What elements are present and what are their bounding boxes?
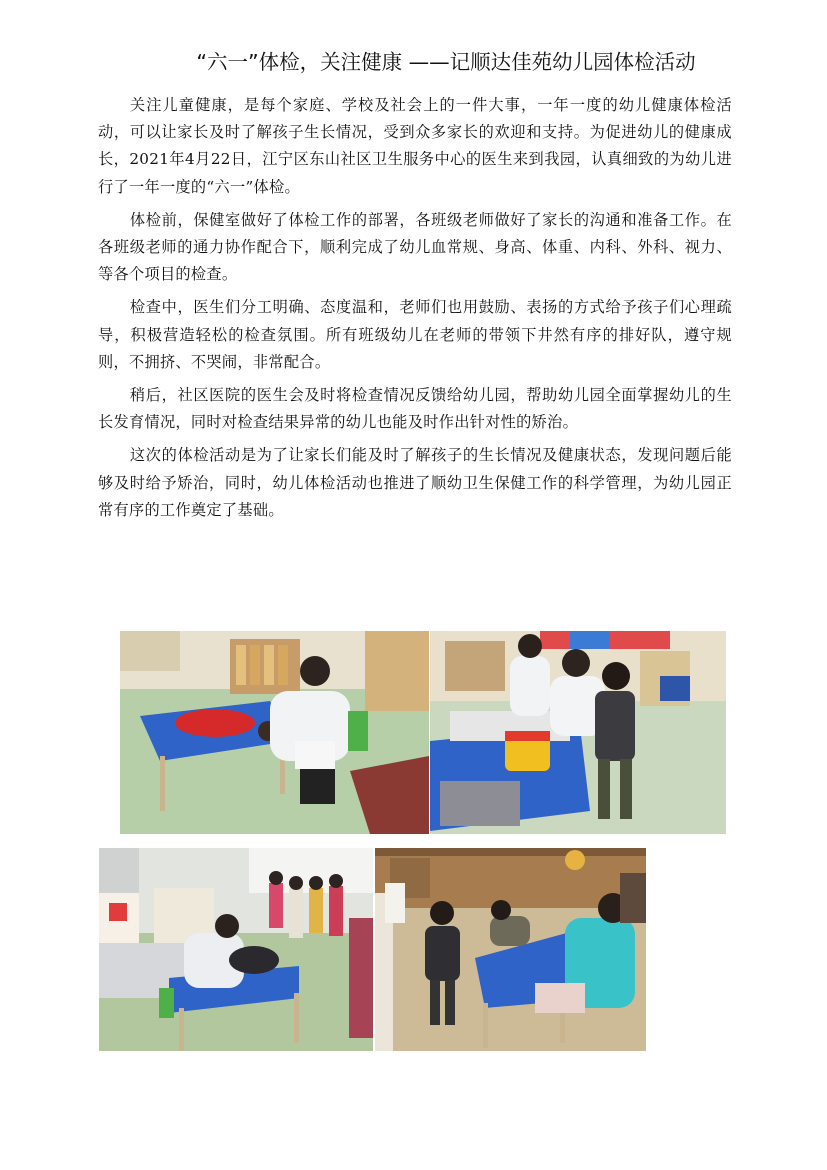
paragraph-5: 这次的体检活动是为了让家长们能及时了解孩子的生长情况及健康状态，发现问题后能够及时给予矫治，同时，幼儿体检活动也推进了顺幼卫生保健工作的科学管理，为幼儿园正常有序的工作奠定了基础。 [98, 446, 732, 519]
photo-doctor-examining-child [120, 631, 429, 834]
photo-children-lining-up [99, 848, 373, 1051]
photo-blood-test-station [430, 631, 726, 834]
paragraph-3: 检查中，医生们分工明确、态度温和，老师们也用鼓励、表扬的方式给予孩子们心理疏导，积极营造轻松的检查氛围。所有班级幼儿在老师的带领下井然有序的排好队，遵守规则，不拥挤、不哭闹，非常配合。 [98, 298, 732, 371]
paragraph-4: 稍后，社区医院的医生会及时将检查情况反馈给幼儿园，帮助幼儿园全面掌握幼儿的生长发育情况，同时对检查结果异常的幼儿也能及时作出针对性的矫治。 [98, 386, 732, 432]
article-body [98, 92, 732, 524]
paragraph-2: 体检前，保健室做好了体检工作的部署，各班级老师做好了家长的沟通和准备工作。在各班级老师的通力协作配合下，顺利完成了幼儿血常规、身高、体重、内科、外科、视力、等各个项目的检查。 [98, 210, 732, 284]
paragraph-1: 关注儿童健康，是每个家庭、学校及社会上的一件大事，一年一度的幼儿健康体检活动，可以让家长及时了解孩子生长情况，受到众多家长的欢迎和支持。为促进幼儿的健康成长，2021年4月22日，江宁区东山社区卫生服务中心的医生来到我园，认真细致的为幼儿进行了一年一度的“六一”体检。 [98, 96, 732, 196]
document-title: “六一”体检，关注健康 ——记顺达佳苑幼儿园体检活动 [196, 50, 696, 74]
photo-physical-check-classroom [375, 848, 646, 1051]
